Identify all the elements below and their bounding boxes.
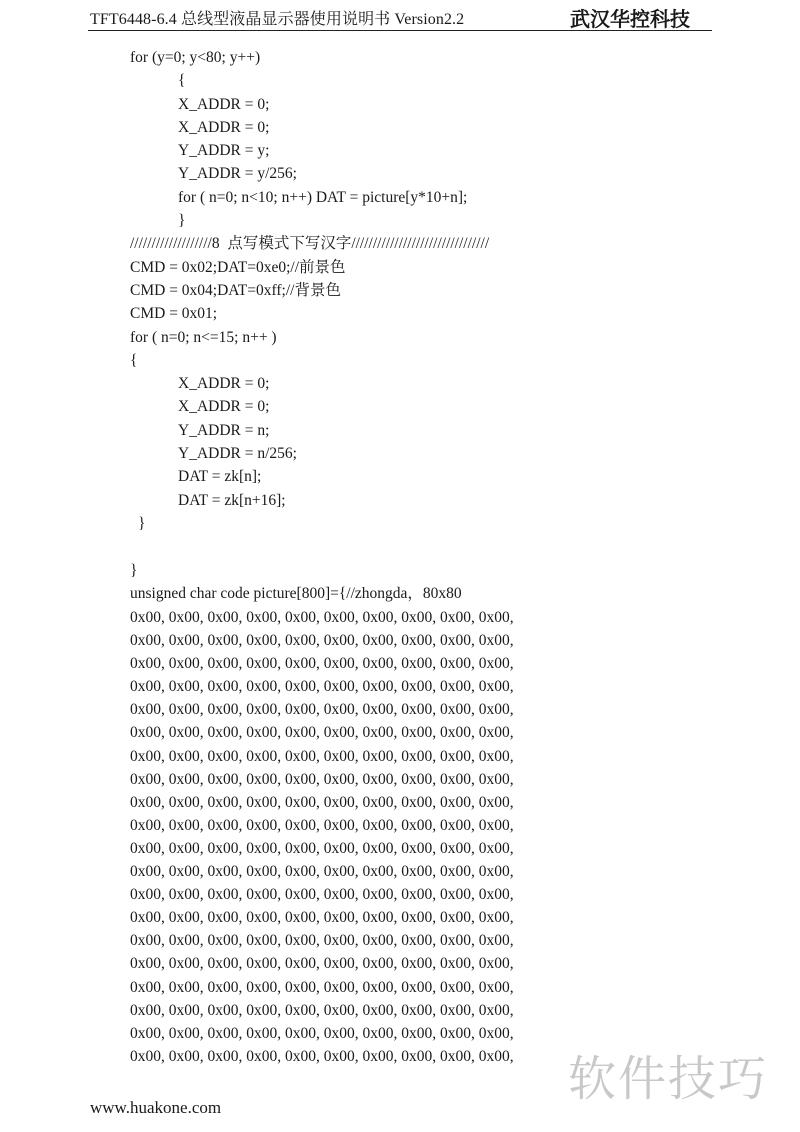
code-line: CMD = 0x02;DAT=0xe0;//前景色 bbox=[130, 258, 346, 276]
code-line: for (y=0; y<80; y++) bbox=[130, 49, 261, 66]
hex-row: 0x00, 0x00, 0x00, 0x00, 0x00, 0x00, 0x00, 0x00, 0x00, 0x00, bbox=[130, 1024, 514, 1042]
code-line: CMD = 0x01; bbox=[130, 305, 218, 323]
company-name: 武汉华控科技 bbox=[570, 7, 690, 31]
code-line: Y_ADDR = n/256; bbox=[178, 445, 297, 463]
code-line: unsigned char code picture[800]={//zhongda，80x80 bbox=[130, 584, 462, 602]
hex-row: 0x00, 0x00, 0x00, 0x00, 0x00, 0x00, 0x00, 0x00, 0x00, 0x00, bbox=[130, 839, 514, 857]
hex-row: 0x00, 0x00, 0x00, 0x00, 0x00, 0x00, 0x00, 0x00, 0x00, 0x00, bbox=[130, 632, 514, 650]
code-line bbox=[130, 535, 489, 558]
code-line: Y_ADDR = n; bbox=[178, 421, 270, 439]
hex-row: 0x00, 0x00, 0x00, 0x00, 0x00, 0x00, 0x00, 0x00, 0x00, 0x00, bbox=[130, 816, 514, 834]
hex-row: 0x00, 0x00, 0x00, 0x00, 0x00, 0x00, 0x00, 0x00, 0x00, 0x00, bbox=[130, 909, 514, 927]
code-line: X_ADDR = 0; bbox=[178, 375, 270, 393]
hex-row: 0x00, 0x00, 0x00, 0x00, 0x00, 0x00, 0x00, 0x00, 0x00, 0x00, bbox=[130, 609, 514, 626]
hex-row: 0x00, 0x00, 0x00, 0x00, 0x00, 0x00, 0x00, 0x00, 0x00, 0x00, bbox=[130, 886, 514, 904]
hex-row: 0x00, 0x00, 0x00, 0x00, 0x00, 0x00, 0x00, 0x00, 0x00, 0x00, bbox=[130, 655, 514, 673]
code-line: X_ADDR = 0; bbox=[178, 95, 270, 113]
hex-row: 0x00, 0x00, 0x00, 0x00, 0x00, 0x00, 0x00, 0x00, 0x00, 0x00, bbox=[130, 863, 514, 881]
code-line: DAT = zk[n+16]; bbox=[178, 491, 286, 509]
watermark: 软件技巧 bbox=[568, 1051, 769, 1107]
hex-row: 0x00, 0x00, 0x00, 0x00, 0x00, 0x00, 0x00, 0x00, 0x00, 0x00, bbox=[130, 932, 514, 950]
code-line: for ( n=0; n<10; n++) DAT = picture[y*10+n]; bbox=[178, 188, 468, 206]
code-line: DAT = zk[n]; bbox=[178, 468, 262, 486]
code-line: } bbox=[178, 212, 186, 230]
code-line: ///////////////////8 点写模式下写汉字//////////////////////////////// bbox=[130, 235, 490, 253]
code-block bbox=[130, 46, 489, 605]
hex-row: 0x00, 0x00, 0x00, 0x00, 0x00, 0x00, 0x00, 0x00, 0x00, 0x00, bbox=[130, 1047, 514, 1065]
document-title: TFT6448-6.4 总线型液晶显示器使用说明书 Version2.2 bbox=[90, 11, 465, 28]
footer-url: www.huakone.com bbox=[90, 1098, 222, 1117]
code-line: } bbox=[138, 514, 146, 532]
hex-row: 0x00, 0x00, 0x00, 0x00, 0x00, 0x00, 0x00, 0x00, 0x00, 0x00, bbox=[130, 978, 514, 996]
hex-row: 0x00, 0x00, 0x00, 0x00, 0x00, 0x00, 0x00, 0x00, 0x00, 0x00, bbox=[130, 770, 514, 788]
code-line: CMD = 0x04;DAT=0xff;//背景色 bbox=[130, 281, 341, 299]
hex-row: 0x00, 0x00, 0x00, 0x00, 0x00, 0x00, 0x00, 0x00, 0x00, 0x00, bbox=[130, 1001, 514, 1019]
hex-data-block bbox=[130, 606, 514, 1068]
hex-row: 0x00, 0x00, 0x00, 0x00, 0x00, 0x00, 0x00, 0x00, 0x00, 0x00, bbox=[130, 724, 514, 742]
code-line: for ( n=0; n<=15; n++ ) bbox=[130, 328, 277, 346]
hex-row: 0x00, 0x00, 0x00, 0x00, 0x00, 0x00, 0x00, 0x00, 0x00, 0x00, bbox=[130, 678, 514, 696]
code-line: Y_ADDR = y; bbox=[178, 142, 270, 160]
hex-row: 0x00, 0x00, 0x00, 0x00, 0x00, 0x00, 0x00, 0x00, 0x00, 0x00, bbox=[130, 955, 514, 973]
code-line: Y_ADDR = y/256; bbox=[178, 165, 297, 183]
page-header bbox=[88, 0, 712, 31]
hex-row: 0x00, 0x00, 0x00, 0x00, 0x00, 0x00, 0x00, 0x00, 0x00, 0x00, bbox=[130, 747, 514, 765]
code-line: X_ADDR = 0; bbox=[178, 398, 270, 416]
hex-row: 0x00, 0x00, 0x00, 0x00, 0x00, 0x00, 0x00, 0x00, 0x00, 0x00, bbox=[130, 793, 514, 811]
code-line: { bbox=[130, 351, 138, 369]
code-line: X_ADDR = 0; bbox=[178, 118, 270, 136]
code-line: } bbox=[130, 561, 138, 579]
hex-row: 0x00, 0x00, 0x00, 0x00, 0x00, 0x00, 0x00, 0x00, 0x00, 0x00, bbox=[130, 701, 514, 719]
code-line: { bbox=[178, 72, 186, 90]
